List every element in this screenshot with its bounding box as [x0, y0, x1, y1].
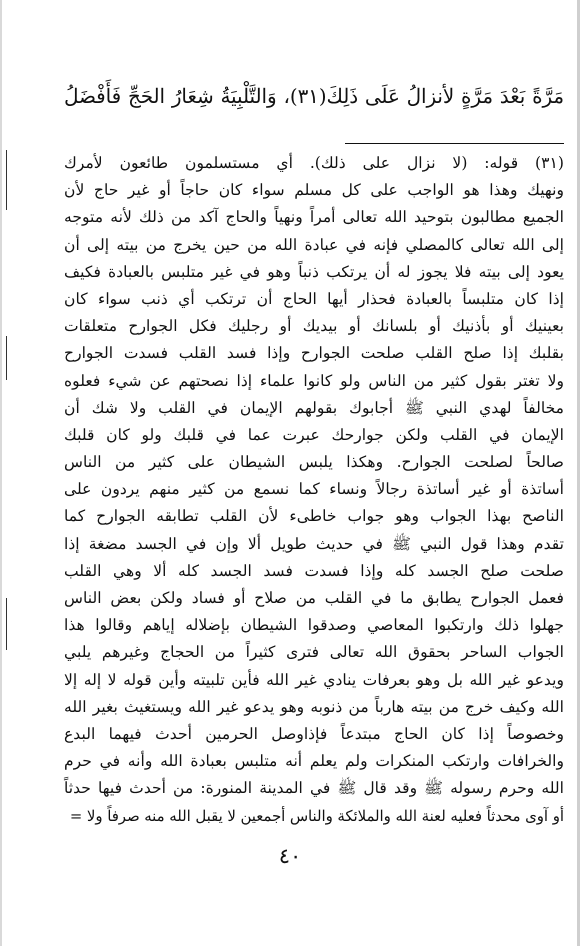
- scan-edge-left: [0, 0, 2, 946]
- footnote-line: صالحاً لصلحت الجوارح. وهكذا يلبس الشيطان على كثير من الناس: [64, 453, 564, 472]
- footnote-line: وخصوصاً إذا كان الحاج مبتدعاً فإذاوصل الحرمين أحدث فيهما البدع: [64, 724, 564, 743]
- footnote-line: بقلبك إذا صلح القلب صلحت الجوارح وإذا فسد القلب فسدت الجوارح: [64, 344, 564, 363]
- footnote-line: مخالفاً لهدي النبي ﷺ أجابوك بقولهم الإيمان في القلب ولا شك أن: [64, 398, 564, 417]
- footnote-line: ولا تغتر بقول كثير من الناس ولو كانوا علماء إذا نصحتهم عن شيء فعلوه: [64, 371, 564, 390]
- footnote-line: الله وحرم رسوله ﷺ وقد قال ﷺ في المدينة المنورة: من أحدث فيها حدثاً: [64, 779, 564, 798]
- footnote-line: الجواب الساحر بحقوق الله تعالى فترى كثيراً من الحجاج وغيرهم يلبي: [64, 643, 564, 662]
- footnote-separator: [345, 143, 564, 144]
- scan-mark: [6, 336, 7, 380]
- scan-mark: [6, 150, 7, 210]
- footnote-line: إذا كان متلبساً بالعبادة فحذار أيها الحاج أن ترتكب أي ذنب سواء كان: [64, 289, 564, 308]
- footnote-line: الإيمان في القلب ولكن جوارحك عبرت عما في قلبك ولو كان قلبك: [64, 425, 564, 444]
- footnote-line: يعود إلى بيته فلا يجوز له أن يرتكب ذنباً وهو في غير متلبس بالعبادة فكيف: [64, 262, 564, 281]
- footnote-line: الله وكيف خرج من بيته هارباً من ذنوبه وهو يدعو غير الله ويستغيث بغير الله: [64, 697, 564, 716]
- footnote-line: ويدعو غير الله بل وهو بعرفات ينادي غير الله فأين تلبيته وأين قوله لا إله إلا: [64, 670, 564, 689]
- scan-mark: [6, 598, 7, 650]
- main-text-line: مَرَّةً بَعْدَ مَرَّةٍ لأنزالُ عَلَى ذَلِكَ(٣١)، وَالتَّلْبِيَةُ شِعَارُ الحَجِّ فَأَفْضَلُ: [64, 85, 564, 108]
- footnote-line: جهلوا ذلك وارتكبوا المعاصي وصدقوا الشيطان بإضلاله إياهم وقالوا هذا: [64, 616, 564, 635]
- footnote-line: والخرافات وارتكب المنكرات ولم يعلم أنه متلبس بعبادة الله وأنه في حرم: [64, 752, 564, 771]
- footnote-line: (٣١) قوله: (لا نزال على ذلك). أي مستسلمون طائعون لأمرك: [64, 154, 564, 172]
- footnote-line: فعمل الجوارح يطابق ما في القلب من صلاح أو فساد ولكن بعض الناس: [64, 589, 564, 607]
- footnote-line: تقدم وهذا قول النبي ﷺ في حديث طويل ألا وإن في الجسد مضغة إذا: [64, 534, 564, 553]
- footnote-line: بعينيك أو بأذنيك أو بلسانك أو بيديك أو رجليك فكل الجوارح متعلقات: [64, 317, 564, 336]
- footnote-line: إلى الله تعالى كالمصلي فإنه في عبادة الله من حين يخرج من بيته إلى أن: [64, 235, 564, 254]
- footnote-line: الناصح بهذا الجواب وهو جواب خاطىء لأن القلب تطابقه الجوارح كما: [64, 507, 564, 526]
- footnote-line: أساتذة أو غير أساتذة رجالاً ونساء كما نسمع من كثير منهم يردون على: [64, 480, 564, 499]
- footnote-block: [64, 150, 564, 830]
- footnote-line: الجميع مطالبون بتوحيد الله تعالى أمراً ونهياً والحاج آكد من ذلك لأنه متوجه: [64, 208, 564, 227]
- footnote-line: ونهيك وهذا هو الواجب على كل مسلم سواء كان حاجاً أو غير حاج لأن: [64, 181, 564, 200]
- footnote-line: أو آوى محدثاً فعليه لعنة الله والملائكة والناس أجمعين لا يقبل الله منه صرفاً ولا =: [69, 807, 564, 825]
- page-number: ٤٠: [278, 844, 302, 868]
- footnote-line: صلحت صلح الجسد كله وإذا فسدت فسد الجسد كله ألا وهي القلب: [64, 561, 564, 580]
